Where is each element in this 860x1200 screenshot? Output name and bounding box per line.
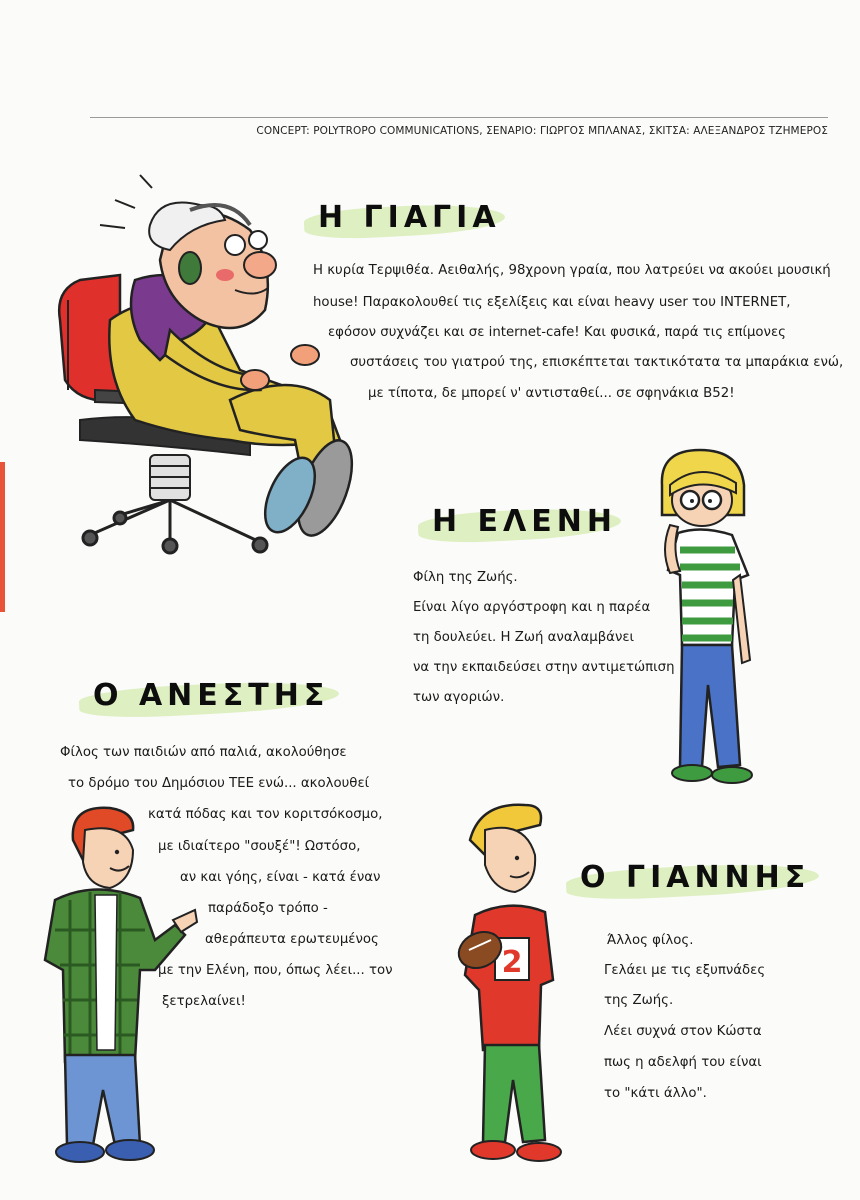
anestis-bio-line: ξετρελαίνει! — [162, 994, 246, 1009]
anestis-bio-line: με την Ελένη, που, όπως λέει... τον — [158, 963, 393, 978]
grandma-bio-line: Η κυρία Τερψιθέα. Αειθαλής, 98χρονη γραία, που λατρεύει να ακούει μουσική — [313, 263, 831, 278]
grandma-bio-line: συστάσεις του γιατρού της, επισκέπτεται τακτικότατα τα μπαράκια ενώ, — [350, 355, 844, 370]
anestis-bio-line: παράδοξο τρόπο - — [208, 901, 328, 916]
giannis-bio-line: το "κάτι άλλο". — [604, 1086, 707, 1101]
eleni-bio-line: Φίλη της Ζωής. — [413, 570, 518, 585]
eleni-bio-line: να την εκπαιδεύσει στην αντιμετώπιση — [413, 660, 675, 675]
eleni-bio-line: τη δουλεύει. Η Ζωή αναλαμβάνει — [413, 630, 635, 645]
grandma-bio-line: με τίποτα, δε μπορεί ν' αντισταθεί... σε σφηνάκια B52! — [368, 386, 735, 401]
giannis-bio-line: Γελάει με τις εξυπνάδες — [604, 963, 766, 978]
grandma-title: Η ΓΙΑΓΙΑ — [318, 200, 501, 235]
jersey-number: 2 — [501, 945, 523, 980]
eleni-title: Η ΕΛΕΝΗ — [432, 504, 617, 539]
giannis-bio-line: πως η αδελφή του είναι — [604, 1055, 762, 1070]
giannis-illustration — [455, 800, 595, 1175]
anestis-bio-line: αθεράπευτα ερωτευμένος — [205, 932, 379, 947]
anestis-bio-line: κατά πόδας και τον κοριτσόκοσμο, — [148, 807, 383, 822]
eleni-bio-line: των αγοριών. — [413, 690, 505, 705]
eleni-bio-line: Είναι λίγο αργόστροφη και η παρέα — [413, 600, 651, 615]
anestis-bio-line: το δρόμο του Δημόσιου ΤΕΕ ενώ... ακολουθεί — [68, 776, 370, 791]
page-edge-accent — [0, 462, 5, 612]
grandma-bio-line: εφόσον συχνάζει και σε internet-cafe! Και φυσικά, παρά τις επίμονες — [328, 325, 786, 340]
giannis-bio-line: της Ζωής. — [604, 993, 674, 1008]
header-rule — [90, 117, 828, 118]
anestis-bio-line: αν και γόης, είναι - κατά έναν — [180, 870, 381, 885]
anestis-bio-line: Φίλος των παιδιών από παλιά, ακολούθησε — [60, 745, 347, 760]
giannis-bio-line: Λέει συχνά στον Κώστα — [604, 1024, 762, 1039]
credits-line: CONCEPT: POLYTROPO COMMUNICATIONS, ΣΕΝΑΡΙΟ: ΓΙΩΡΓΟΣ ΜΠΛΑΝΑΣ, ΣΚΙΤΣΑ: ΑΛΕΞΑΝΔΡΟΣ ΤΖΗΜΕΡΟΣ — [256, 125, 828, 137]
giannis-bio-line: Άλλος φίλος. — [607, 933, 694, 948]
giannis-title: Ο ΓΙΑΝΝΗΣ — [580, 860, 810, 895]
anestis-bio-line: με ιδιαίτερο "σουξέ"! Ωστόσο, — [158, 839, 361, 854]
grandma-bio-line: house! Παρακολουθεί τις εξελίξεις και είναι heavy user του INTERNET, — [313, 295, 791, 310]
eleni-illustration — [640, 445, 770, 795]
anestis-illustration — [25, 800, 205, 1170]
anestis-title: Ο ΑΝΕΣΤΗΣ — [93, 678, 329, 713]
